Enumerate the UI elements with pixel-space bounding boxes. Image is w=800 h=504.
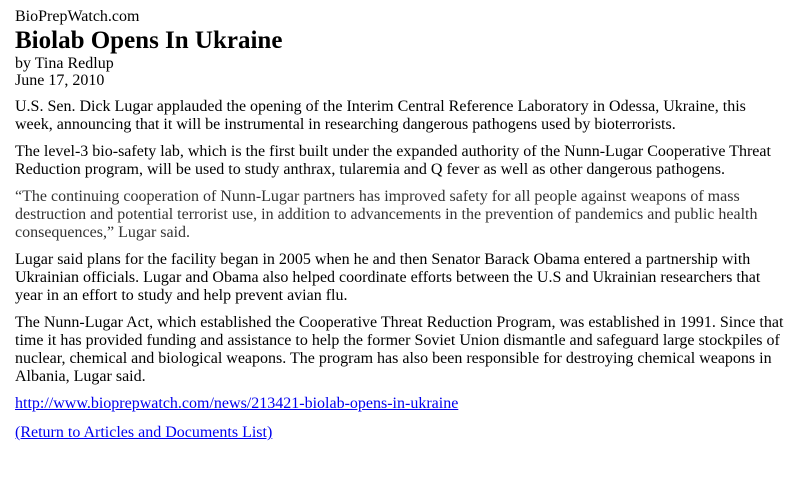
article-date: June 17, 2010 xyxy=(15,72,105,89)
return-link-row xyxy=(15,424,786,442)
article-paragraph-5: The Nunn-Lugar Act, which established the Cooperative Threat Reduction Program, was established in 1991. Since that time it has provided funding and assistance to help the former Soviet Union dismantle and safeguard large stockpiles of nuclear, chemical and biological weapons. The program has also been responsible for destroying chemical weapons in Albania, Lugar said. xyxy=(15,314,784,385)
article-paragraph-1: U.S. Sen. Dick Lugar applauded the opening of the Interim Central Reference Laboratory in Odessa, Ukraine, this week, announcing that it will be instrumental in researching dangerous pathogens used by bioterrorists. xyxy=(15,98,746,133)
article-title: Biolab Opens In Ukraine xyxy=(15,27,283,54)
article-quote: “The continuing cooperation of Nunn-Lugar partners has improved safety for all people against weapons of mass destruction and potential terrorist use, in addition to advancements in the prevention of pandemics and public health consequences,” Lugar said. xyxy=(15,188,758,241)
site-name: BioPrepWatch.com xyxy=(15,8,140,25)
source-link-row xyxy=(15,395,786,413)
article-paragraph-2: The level-3 bio-safety lab, which is the first built under the expanded authority of the Nunn-Lugar Cooperative Threat Reduction program, will be used to study anthrax, tularemia and Q fever as well as other dangerous pathogens. xyxy=(15,143,771,178)
source-link[interactable]: http://www.bioprepwatch.com/news/213421-biolab-opens-in-ukraine xyxy=(15,395,459,412)
article-paragraph-4: Lugar said plans for the facility began in 2005 when he and then Senator Barack Obama entered a partnership with Ukrainian officials. Lugar and Obama also helped coordinate efforts between the U.S and Ukrainian researchers that year in an effort to study and help prevent avian flu. xyxy=(15,251,761,304)
return-to-list-link[interactable]: (Return to Articles and Documents List) xyxy=(15,424,273,441)
article-byline: by Tina Redlup xyxy=(15,55,114,72)
